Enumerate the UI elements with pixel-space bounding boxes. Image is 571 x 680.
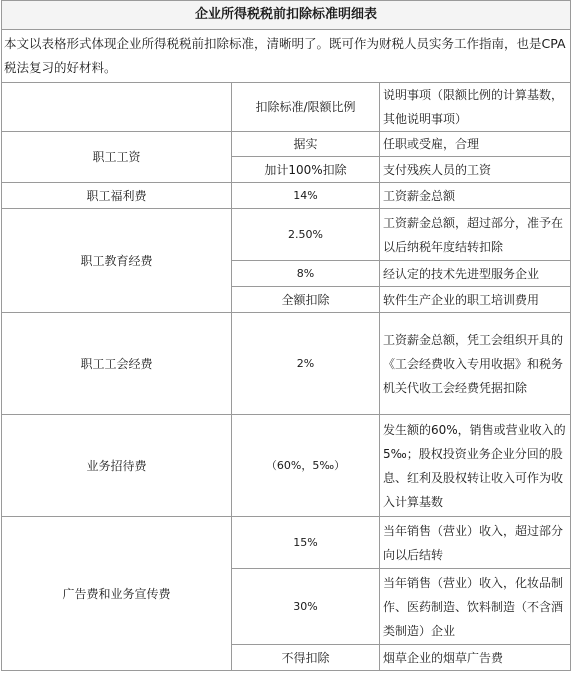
standard-cell: 据实 [232, 132, 380, 157]
note-cell: 支付残疾人员的工资 [380, 157, 571, 183]
note-cell: 经认定的技术先进型服务企业 [380, 261, 571, 287]
note-cell: 烟草企业的烟草广告费 [380, 645, 571, 671]
standard-cell: 加计100%扣除 [232, 157, 380, 183]
table-row [2, 415, 571, 517]
standard-cell: 2.50% [232, 209, 380, 261]
standard-cell: 不得扣除 [232, 645, 380, 671]
table-row [2, 183, 571, 209]
title-row [2, 1, 571, 30]
standard-cell: 14% [232, 183, 380, 209]
item-cell: 广告费和业务宣传费 [2, 517, 232, 671]
table-row [2, 209, 571, 261]
intro-text: 本文以表格形式体现企业所得税税前扣除标准，清晰明了。既可作为财税人员实务工作指南，也是CPA税法复习的好材料。 [2, 30, 571, 83]
item-cell: 职工福利费 [2, 183, 232, 209]
note-cell: 工资薪金总额，超过部分，准予在以后纳税年度结转扣除 [380, 209, 571, 261]
note-cell: 工资薪金总额，凭工会组织开具的《工会经费收入专用收据》和税务机关代收工会经费凭据扣除 [380, 313, 571, 415]
standard-cell: 30% [232, 569, 380, 645]
note-cell: 工资薪金总额 [380, 183, 571, 209]
standard-cell: 8% [232, 261, 380, 287]
item-cell: 职工工资 [2, 132, 232, 183]
note-cell: 当年销售（营业）收入，超过部分向以后结转 [380, 517, 571, 569]
header-note: 说明事项（限额比例的计算基数，其他说明事项） [380, 83, 571, 132]
standard-cell: 2% [232, 313, 380, 415]
table-title: 企业所得税税前扣除标准明细表 [2, 1, 571, 30]
standard-cell: 15% [232, 517, 380, 569]
note-cell: 软件生产企业的职工培训费用 [380, 287, 571, 313]
item-cell: 业务招待费 [2, 415, 232, 517]
header-item [2, 83, 232, 132]
table-row [2, 132, 571, 157]
table-row [2, 313, 571, 415]
header-standard: 扣除标准/限额比例 [232, 83, 380, 132]
item-cell: 职工教育经费 [2, 209, 232, 313]
note-cell: 发生额的60%，销售或营业收入的5‰；股权投资业务企业分回的股息、红利及股权转让收入可作为收入计算基数 [380, 415, 571, 517]
intro-row [2, 30, 571, 83]
header-row [2, 83, 571, 132]
note-cell: 当年销售（营业）收入，化妆品制作、医药制造、饮料制造（不含酒类制造）企业 [380, 569, 571, 645]
deduction-standards-table [1, 0, 571, 671]
standard-cell: （60%，5‰） [232, 415, 380, 517]
table-row [2, 517, 571, 569]
item-cell: 职工工会经费 [2, 313, 232, 415]
note-cell: 任职或受雇，合理 [380, 132, 571, 157]
standard-cell: 全额扣除 [232, 287, 380, 313]
